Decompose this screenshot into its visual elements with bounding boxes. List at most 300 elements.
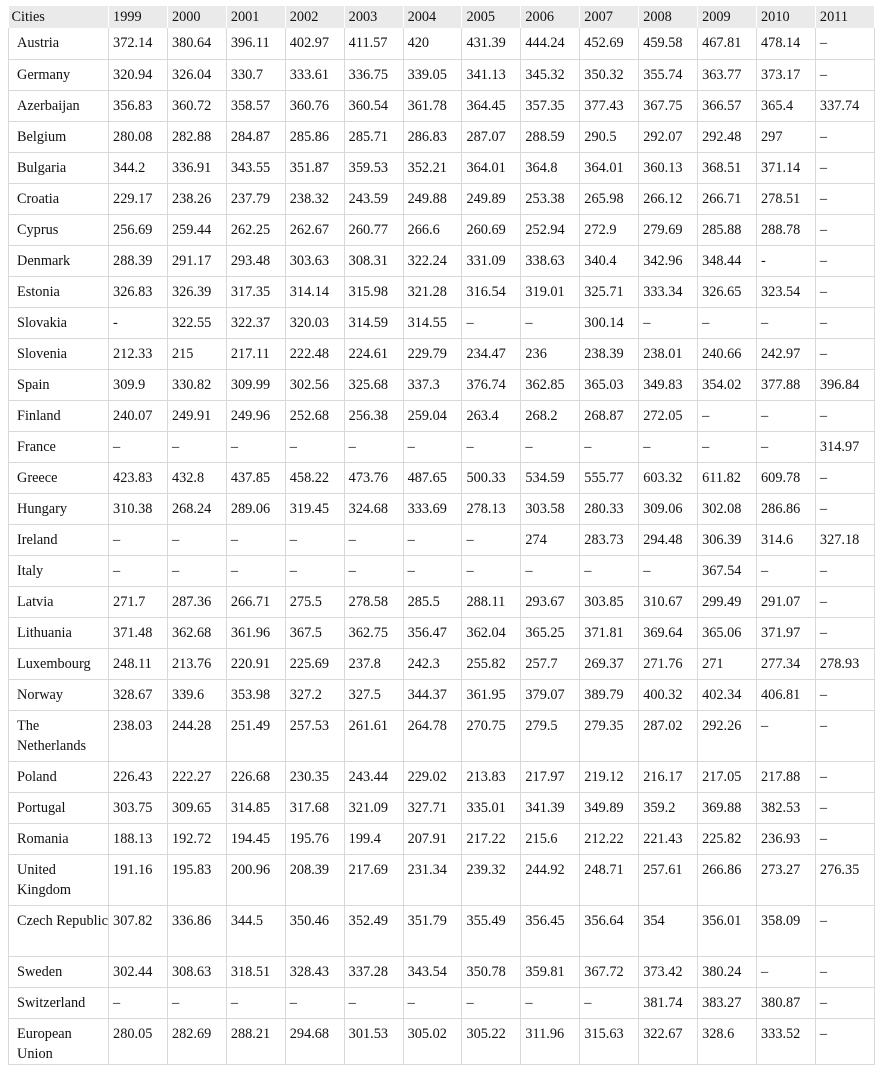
value-cell: 260.69: [462, 214, 521, 245]
value-cell: –: [757, 431, 816, 462]
value-cell: 285.88: [698, 214, 757, 245]
value-cell: 255.82: [462, 648, 521, 679]
city-name-cell: European Union: [9, 1018, 109, 1064]
value-cell: –: [698, 431, 757, 462]
value-cell: 192.72: [167, 823, 226, 854]
value-cell: 323.54: [757, 276, 816, 307]
data-table-container: [8, 6, 875, 1065]
table-row: [9, 524, 875, 555]
column-header-year: 2008: [639, 6, 698, 28]
value-cell: 215: [167, 338, 226, 369]
table-row: [9, 369, 875, 400]
value-cell: 217.97: [521, 761, 580, 792]
value-cell: 273.27: [757, 854, 816, 905]
value-cell: 191.16: [109, 854, 168, 905]
value-cell: 337.74: [815, 90, 874, 121]
value-cell: 243.44: [344, 761, 403, 792]
city-name-cell: Belgium: [9, 121, 109, 152]
value-cell: 333.69: [403, 493, 462, 524]
value-cell: 266.12: [639, 183, 698, 214]
value-cell: 194.45: [226, 823, 285, 854]
value-cell: 215.6: [521, 823, 580, 854]
value-cell: 279.5: [521, 710, 580, 761]
value-cell: –: [815, 792, 874, 823]
value-cell: 325.71: [580, 276, 639, 307]
column-header-year: 2001: [226, 6, 285, 28]
value-cell: 341.39: [521, 792, 580, 823]
value-cell: 603.32: [639, 462, 698, 493]
value-cell: –: [815, 121, 874, 152]
value-cell: 282.88: [167, 121, 226, 152]
value-cell: 282.69: [167, 1018, 226, 1064]
value-cell: 373.17: [757, 59, 816, 90]
value-cell: 369.64: [639, 617, 698, 648]
value-cell: –: [109, 431, 168, 462]
header-row: [9, 6, 875, 28]
city-name-cell: Azerbaijan: [9, 90, 109, 121]
value-cell: 280.08: [109, 121, 168, 152]
value-cell: –: [815, 276, 874, 307]
value-cell: 231.34: [403, 854, 462, 905]
value-cell: 264.78: [403, 710, 462, 761]
value-cell: –: [757, 400, 816, 431]
value-cell: 290.5: [580, 121, 639, 152]
value-cell: 328.43: [285, 956, 344, 987]
value-cell: 278.58: [344, 586, 403, 617]
value-cell: 338.63: [521, 245, 580, 276]
value-cell: 348.44: [698, 245, 757, 276]
value-cell: 292.07: [639, 121, 698, 152]
value-cell: 365.4: [757, 90, 816, 121]
value-cell: 249.89: [462, 183, 521, 214]
value-cell: 287.07: [462, 121, 521, 152]
city-name-cell: Greece: [9, 462, 109, 493]
value-cell: 349.89: [580, 792, 639, 823]
value-cell: –: [580, 555, 639, 586]
value-cell: –: [167, 555, 226, 586]
value-cell: 308.63: [167, 956, 226, 987]
city-name-cell: France: [9, 431, 109, 462]
value-cell: 279.35: [580, 710, 639, 761]
value-cell: 322.67: [639, 1018, 698, 1064]
value-cell: –: [462, 524, 521, 555]
value-cell: –: [815, 617, 874, 648]
value-cell: –: [815, 59, 874, 90]
value-cell: –: [344, 555, 403, 586]
value-cell: 345.32: [521, 59, 580, 90]
value-cell: 243.59: [344, 183, 403, 214]
value-cell: 251.49: [226, 710, 285, 761]
value-cell: 330.7: [226, 59, 285, 90]
value-cell: 284.87: [226, 121, 285, 152]
value-cell: 293.67: [521, 586, 580, 617]
value-cell: 302.44: [109, 956, 168, 987]
value-cell: 200.96: [226, 854, 285, 905]
value-cell: –: [815, 1018, 874, 1064]
value-cell: 229.79: [403, 338, 462, 369]
value-cell: 222.48: [285, 338, 344, 369]
value-cell: 377.43: [580, 90, 639, 121]
value-cell: 364.01: [462, 152, 521, 183]
value-cell: 217.88: [757, 761, 816, 792]
value-cell: –: [639, 307, 698, 338]
value-cell: –: [815, 761, 874, 792]
value-cell: –: [757, 307, 816, 338]
value-cell: 292.48: [698, 121, 757, 152]
value-cell: –: [815, 679, 874, 710]
value-cell: 238.01: [639, 338, 698, 369]
value-cell: 314.6: [757, 524, 816, 555]
value-cell: 344.37: [403, 679, 462, 710]
value-cell: –: [285, 431, 344, 462]
value-cell: –: [521, 307, 580, 338]
city-name-cell: The Netherlands: [9, 710, 109, 761]
column-header-year: 2007: [580, 6, 639, 28]
value-cell: 326.83: [109, 276, 168, 307]
value-cell: –: [403, 524, 462, 555]
value-cell: 238.32: [285, 183, 344, 214]
city-name-cell: Estonia: [9, 276, 109, 307]
value-cell: 256.38: [344, 400, 403, 431]
value-cell: 362.68: [167, 617, 226, 648]
value-cell: 356.01: [698, 905, 757, 956]
value-cell: 301.53: [344, 1018, 403, 1064]
city-name-cell: Austria: [9, 28, 109, 59]
value-cell: 355.74: [639, 59, 698, 90]
value-cell: 350.32: [580, 59, 639, 90]
table-body: [9, 28, 875, 1064]
value-cell: 238.39: [580, 338, 639, 369]
value-cell: 283.73: [580, 524, 639, 555]
value-cell: 373.42: [639, 956, 698, 987]
value-cell: 276.35: [815, 854, 874, 905]
value-cell: 377.88: [757, 369, 816, 400]
value-cell: 322.55: [167, 307, 226, 338]
value-cell: 271: [698, 648, 757, 679]
value-cell: 229.02: [403, 761, 462, 792]
city-name-cell: Italy: [9, 555, 109, 586]
table-row: [9, 648, 875, 679]
value-cell: –: [815, 493, 874, 524]
column-header-year: 2002: [285, 6, 344, 28]
value-cell: 305.22: [462, 1018, 521, 1064]
value-cell: –: [815, 956, 874, 987]
value-cell: 310.38: [109, 493, 168, 524]
value-cell: 309.99: [226, 369, 285, 400]
value-cell: 363.77: [698, 59, 757, 90]
value-cell: 248.71: [580, 854, 639, 905]
value-cell: 240.66: [698, 338, 757, 369]
city-name-cell: Finland: [9, 400, 109, 431]
value-cell: 366.57: [698, 90, 757, 121]
value-cell: 380.87: [757, 987, 816, 1018]
value-cell: –: [815, 183, 874, 214]
value-cell: 326.65: [698, 276, 757, 307]
value-cell: 367.72: [580, 956, 639, 987]
value-cell: 365.03: [580, 369, 639, 400]
value-cell: 226.68: [226, 761, 285, 792]
table-row: [9, 28, 875, 59]
value-cell: 354: [639, 905, 698, 956]
value-cell: 360.72: [167, 90, 226, 121]
city-name-cell: Cyprus: [9, 214, 109, 245]
city-name-cell: Germany: [9, 59, 109, 90]
value-cell: 315.63: [580, 1018, 639, 1064]
column-header-year: 1999: [109, 6, 168, 28]
value-cell: 237.8: [344, 648, 403, 679]
value-cell: 350.78: [462, 956, 521, 987]
table-row: [9, 710, 875, 761]
value-cell: 217.05: [698, 761, 757, 792]
value-cell: 364.01: [580, 152, 639, 183]
value-cell: 280.05: [109, 1018, 168, 1064]
value-cell: –: [639, 555, 698, 586]
value-cell: 364.8: [521, 152, 580, 183]
value-cell: –: [815, 823, 874, 854]
value-cell: 311.96: [521, 1018, 580, 1064]
value-cell: 358.09: [757, 905, 816, 956]
value-cell: 217.69: [344, 854, 403, 905]
value-cell: 359.53: [344, 152, 403, 183]
value-cell: 420: [403, 28, 462, 59]
value-cell: 343.54: [403, 956, 462, 987]
value-cell: 307.82: [109, 905, 168, 956]
city-name-cell: Poland: [9, 761, 109, 792]
value-cell: 368.51: [698, 152, 757, 183]
value-cell: 303.85: [580, 586, 639, 617]
value-cell: 287.02: [639, 710, 698, 761]
value-cell: –: [815, 245, 874, 276]
value-cell: 268.87: [580, 400, 639, 431]
city-name-cell: Lithuania: [9, 617, 109, 648]
table-row: [9, 90, 875, 121]
value-cell: 265.98: [580, 183, 639, 214]
value-cell: 308.31: [344, 245, 403, 276]
value-cell: 352.49: [344, 905, 403, 956]
value-cell: 402.34: [698, 679, 757, 710]
value-cell: 362.04: [462, 617, 521, 648]
value-cell: 342.96: [639, 245, 698, 276]
city-name-cell: Denmark: [9, 245, 109, 276]
value-cell: 317.68: [285, 792, 344, 823]
value-cell: 297: [757, 121, 816, 152]
value-cell: 285.5: [403, 586, 462, 617]
value-cell: 367.75: [639, 90, 698, 121]
value-cell: –: [698, 307, 757, 338]
column-header-year: 2009: [698, 6, 757, 28]
value-cell: 285.71: [344, 121, 403, 152]
column-header-year: 2011: [815, 6, 874, 28]
value-cell: 249.96: [226, 400, 285, 431]
value-cell: 340.4: [580, 245, 639, 276]
value-cell: 353.98: [226, 679, 285, 710]
value-cell: 339.6: [167, 679, 226, 710]
value-cell: 336.91: [167, 152, 226, 183]
value-cell: 322.37: [226, 307, 285, 338]
value-cell: 257.61: [639, 854, 698, 905]
value-cell: 287.36: [167, 586, 226, 617]
value-cell: –: [462, 555, 521, 586]
value-cell: 500.33: [462, 462, 521, 493]
value-cell: –: [815, 152, 874, 183]
value-cell: 467.81: [698, 28, 757, 59]
value-cell: 335.01: [462, 792, 521, 823]
value-cell: 195.76: [285, 823, 344, 854]
value-cell: 242.3: [403, 648, 462, 679]
value-cell: 365.06: [698, 617, 757, 648]
value-cell: 396.11: [226, 28, 285, 59]
value-cell: 234.47: [462, 338, 521, 369]
value-cell: –: [698, 400, 757, 431]
table-row: [9, 586, 875, 617]
value-cell: 291.17: [167, 245, 226, 276]
table-row: [9, 823, 875, 854]
value-cell: 367.5: [285, 617, 344, 648]
value-cell: 389.79: [580, 679, 639, 710]
value-cell: 271.76: [639, 648, 698, 679]
value-cell: 303.58: [521, 493, 580, 524]
value-cell: –: [226, 987, 285, 1018]
table-row: [9, 431, 875, 462]
value-cell: –: [580, 987, 639, 1018]
value-cell: –: [815, 28, 874, 59]
value-cell: 278.13: [462, 493, 521, 524]
value-cell: 314.59: [344, 307, 403, 338]
value-cell: 309.65: [167, 792, 226, 823]
value-cell: 236.93: [757, 823, 816, 854]
value-cell: 268.24: [167, 493, 226, 524]
value-cell: 609.78: [757, 462, 816, 493]
city-name-cell: Norway: [9, 679, 109, 710]
column-header-year: 2000: [167, 6, 226, 28]
value-cell: –: [521, 555, 580, 586]
value-cell: 272.9: [580, 214, 639, 245]
value-cell: 236: [521, 338, 580, 369]
value-cell: –: [521, 987, 580, 1018]
table-row: [9, 905, 875, 956]
table-row: [9, 276, 875, 307]
value-cell: 325.68: [344, 369, 403, 400]
value-cell: 400.32: [639, 679, 698, 710]
value-cell: –: [815, 987, 874, 1018]
value-cell: 292.26: [698, 710, 757, 761]
value-cell: 240.07: [109, 400, 168, 431]
value-cell: 380.64: [167, 28, 226, 59]
value-cell: -: [109, 307, 168, 338]
value-cell: 213.76: [167, 648, 226, 679]
value-cell: 275.5: [285, 586, 344, 617]
value-cell: 199.4: [344, 823, 403, 854]
value-cell: 244.92: [521, 854, 580, 905]
value-cell: 318.51: [226, 956, 285, 987]
table-row: [9, 152, 875, 183]
table-row: [9, 987, 875, 1018]
value-cell: 286.86: [757, 493, 816, 524]
column-header-year: 2005: [462, 6, 521, 28]
value-cell: –: [521, 431, 580, 462]
value-cell: –: [815, 338, 874, 369]
value-cell: 249.91: [167, 400, 226, 431]
value-cell: –: [462, 431, 521, 462]
cities-data-table: [8, 6, 875, 1065]
value-cell: 252.94: [521, 214, 580, 245]
value-cell: 459.58: [639, 28, 698, 59]
value-cell: 266.71: [698, 183, 757, 214]
value-cell: 382.53: [757, 792, 816, 823]
value-cell: 356.47: [403, 617, 462, 648]
value-cell: 225.69: [285, 648, 344, 679]
value-cell: 253.38: [521, 183, 580, 214]
value-cell: –: [462, 307, 521, 338]
table-row: [9, 555, 875, 586]
city-name-cell: Switzerland: [9, 987, 109, 1018]
value-cell: 286.83: [403, 121, 462, 152]
value-cell: 268.2: [521, 400, 580, 431]
value-cell: 337.3: [403, 369, 462, 400]
value-cell: –: [403, 987, 462, 1018]
value-cell: 256.69: [109, 214, 168, 245]
value-cell: 355.49: [462, 905, 521, 956]
city-name-cell: Czech Republic: [9, 905, 109, 956]
value-cell: 361.96: [226, 617, 285, 648]
value-cell: –: [462, 987, 521, 1018]
city-name-cell: United Kingdom: [9, 854, 109, 905]
value-cell: 396.84: [815, 369, 874, 400]
value-cell: 360.76: [285, 90, 344, 121]
value-cell: 331.09: [462, 245, 521, 276]
value-cell: 207.91: [403, 823, 462, 854]
value-cell: 327.18: [815, 524, 874, 555]
value-cell: –: [109, 987, 168, 1018]
value-cell: 271.7: [109, 586, 168, 617]
value-cell: 354.02: [698, 369, 757, 400]
value-cell: –: [815, 307, 874, 338]
value-cell: –: [815, 710, 874, 761]
value-cell: 383.27: [698, 987, 757, 1018]
value-cell: 319.45: [285, 493, 344, 524]
value-cell: 367.54: [698, 555, 757, 586]
value-cell: –: [344, 524, 403, 555]
value-cell: 478.14: [757, 28, 816, 59]
value-cell: 288.78: [757, 214, 816, 245]
value-cell: 369.88: [698, 792, 757, 823]
value-cell: –: [344, 987, 403, 1018]
value-cell: –: [167, 524, 226, 555]
value-cell: 326.04: [167, 59, 226, 90]
value-cell: 303.75: [109, 792, 168, 823]
table-row: [9, 59, 875, 90]
value-cell: 321.28: [403, 276, 462, 307]
value-cell: 326.39: [167, 276, 226, 307]
value-cell: 402.97: [285, 28, 344, 59]
value-cell: 322.24: [403, 245, 462, 276]
value-cell: 361.95: [462, 679, 521, 710]
value-cell: 288.21: [226, 1018, 285, 1064]
table-row: [9, 761, 875, 792]
city-name-cell: Slovenia: [9, 338, 109, 369]
value-cell: 534.59: [521, 462, 580, 493]
value-cell: 314.97: [815, 431, 874, 462]
table-row: [9, 214, 875, 245]
value-cell: 359.2: [639, 792, 698, 823]
value-cell: –: [639, 431, 698, 462]
value-cell: 362.75: [344, 617, 403, 648]
city-name-cell: Portugal: [9, 792, 109, 823]
value-cell: 272.05: [639, 400, 698, 431]
value-cell: 372.14: [109, 28, 168, 59]
value-cell: 432.8: [167, 462, 226, 493]
value-cell: 294.48: [639, 524, 698, 555]
